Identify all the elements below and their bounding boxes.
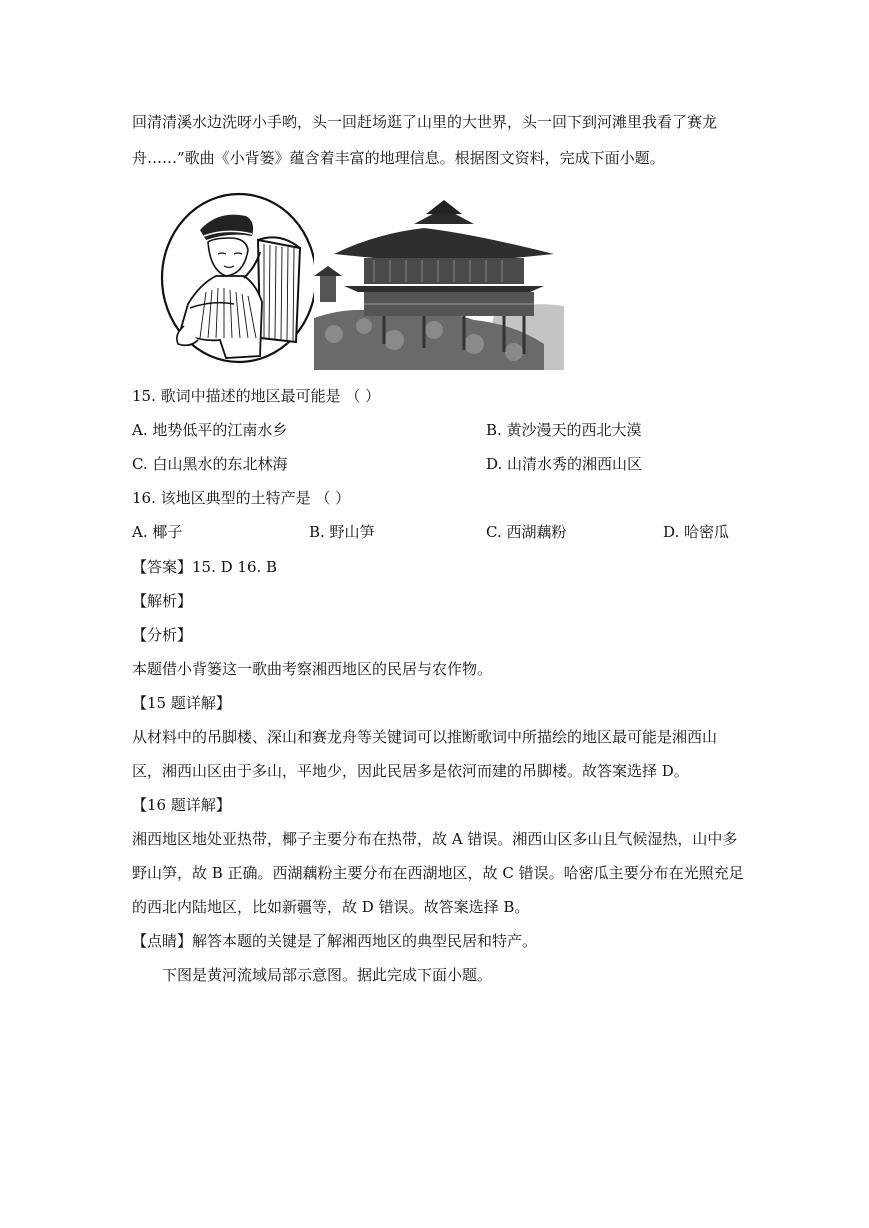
woman-carrying-basket-drawing [160, 192, 318, 364]
q15-option-b[interactable]: B. 黄沙漫天的西北大漠 [486, 421, 642, 439]
detail-15-label: 【15 题详解】 [132, 694, 231, 712]
question-figure [160, 186, 566, 372]
analysis-label: 【解析】 [132, 592, 193, 610]
stilt-house-photo [314, 194, 564, 370]
fenxi-label: 【分析】 [132, 626, 193, 644]
q16-stem: 16. 该地区典型的土特产是 （ ） [132, 489, 351, 507]
detail-16-label: 【16 题详解】 [132, 796, 231, 814]
q16-option-c[interactable]: C. 西湖藕粉 [486, 523, 567, 541]
intro-line-1: 回清清溪水边洗呀小手哟，头一回赶场逛了山里的大世界，头一回下到河滩里我看了赛龙 [132, 113, 718, 131]
intro-line-2: 舟……”歌曲《小背篓》蕴含着丰富的地理信息。根据图文资料，完成下面小题。 [132, 149, 665, 167]
q15-option-a[interactable]: A. 地势低平的江南水乡 [132, 421, 288, 439]
q15-stem: 15. 歌词中描述的地区最可能是 （ ） [132, 387, 381, 405]
detail-16-line-1: 湘西地区地处亚热带，椰子主要分布在热带，故 A 错误。湘西山区多山且气候湿热，山中多 [132, 830, 738, 848]
detail-16-line-2: 野山笋，故 B 正确。西湖藕粉主要分布在西湖地区，故 C 错误。哈密瓜主要分布在光照充足 [132, 864, 744, 882]
q15-option-c[interactable]: C. 白山黑水的东北林海 [132, 455, 288, 473]
q16-option-a[interactable]: A. 椰子 [132, 523, 183, 541]
detail-16-line-3: 的西北内陆地区，比如新疆等，故 D 错误。故答案选择 B。 [132, 898, 530, 916]
dianjing-line: 【点睛】解答本题的关键是了解湘西地区的典型民居和特产。 [132, 932, 538, 950]
answer-line: 【答案】15. D 16. B [132, 558, 278, 576]
fenxi-text: 本题借小背篓这一歌曲考察湘西地区的民居与农作物。 [132, 660, 493, 678]
q16-option-b[interactable]: B. 野山笋 [309, 523, 375, 541]
next-question-intro: 下图是黄河流域局部示意图。据此完成下面小题。 [162, 966, 493, 984]
detail-15-line-2: 区，湘西山区由于多山，平地少，因此民居多是依河而建的吊脚楼。故答案选择 D。 [132, 762, 689, 780]
q15-option-d[interactable]: D. 山清水秀的湘西山区 [486, 455, 643, 473]
q16-option-d[interactable]: D. 哈密瓜 [663, 523, 730, 541]
detail-15-line-1: 从材料中的吊脚楼、深山和赛龙舟等关键词可以推断歌词中所描绘的地区最可能是湘西山 [132, 728, 718, 746]
